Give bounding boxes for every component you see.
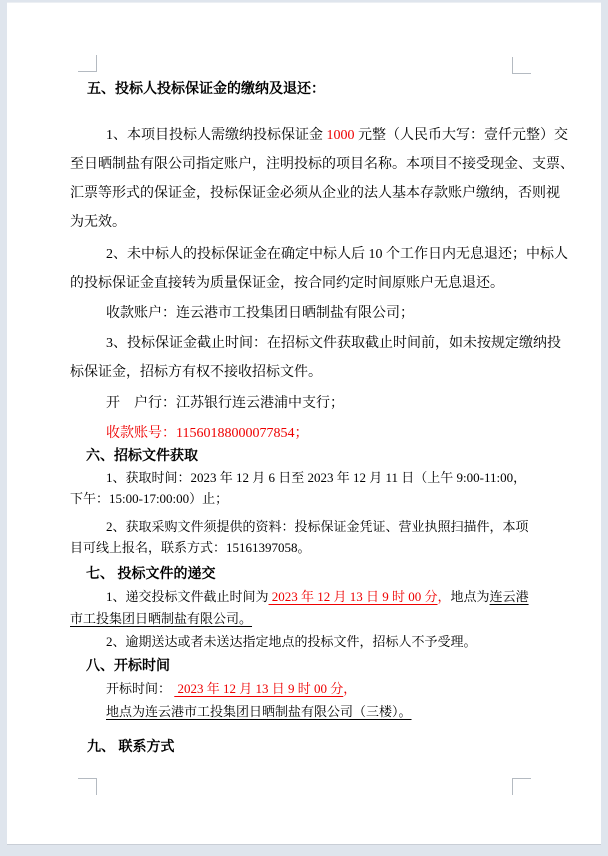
text-segment: 2、未中标人的投标保证金在确定中标人后 10 个工作日内无息退还；中标人 — [106, 247, 568, 262]
text-segment: 2023 年 12 月 13 日 9 时 00 分 — [174, 681, 344, 696]
text-segment: 为无效。 — [70, 215, 126, 230]
text-segment: 开 户行：江苏银行连云港浦中支行； — [106, 396, 344, 411]
s5-payee-account[interactable] — [106, 305, 414, 322]
text-segment: 五、投标人投标保证金的缴纳及退还： — [87, 82, 325, 97]
text-segment: 目可线上报名，联系方式：15161397058。 — [70, 540, 311, 555]
text-segment: 地点为 — [450, 589, 490, 604]
text-segment: 元整（人民币大写：壹仟元整）交 — [354, 128, 568, 143]
section9-heading[interactable] — [87, 739, 175, 756]
text-segment: 八、开标时间 — [86, 659, 170, 674]
s6-para1-line1[interactable] — [106, 470, 526, 486]
section7-heading[interactable] — [86, 566, 216, 583]
s5-bank[interactable] — [106, 395, 344, 412]
text-segment: 2、获取采购文件须提供的资料：投标保证金凭证、营业执照扫描件，本项 — [106, 519, 529, 534]
s6-para1-line2[interactable] — [70, 491, 228, 507]
s5-para2-line1[interactable] — [106, 246, 568, 263]
text-segment: 开标时间： — [106, 681, 175, 696]
section6-heading[interactable] — [86, 448, 198, 465]
text-segment: 九、 联系方式 — [87, 740, 175, 755]
s7-para1-line2[interactable] — [70, 611, 252, 627]
text-segment: 七、 投标文件的递交 — [86, 567, 216, 582]
text-segment: 1、本项目投标人需缴纳投标保证金 — [106, 128, 327, 143]
text-segment: 下午：15:00-17:00:00）止； — [70, 491, 229, 506]
s5-para1-line2[interactable] — [70, 156, 574, 173]
s6-para2-line1[interactable] — [106, 519, 529, 535]
text-segment: 1、获取时间：2023 年 12 月 6 日至 2023 年 12 月 11 日（上午 9:00-11:00， — [106, 470, 527, 485]
text-segment: 汇票等形式的保证金，投标保证金必须从企业的法人基本存款账户缴纳，否则视 — [70, 186, 560, 201]
s7-para2[interactable] — [106, 634, 477, 650]
section8-heading[interactable] — [86, 658, 170, 675]
s5-para1-line4[interactable] — [70, 214, 126, 231]
s5-para1-line3[interactable] — [70, 185, 560, 202]
s7-para1-line1[interactable] — [106, 589, 529, 605]
text-segment: 至日晒制盐有限公司指定账户，注明投标的项目名称。本项目不接受现金、支票、 — [70, 157, 574, 172]
text-segment: 1000 — [326, 128, 355, 143]
s8-open-place[interactable] — [106, 704, 412, 720]
text-segment: 2、逾期送达或者未送达指定地点的投标文件，招标人不予受理。 — [106, 634, 477, 649]
text-segment: 收款账号：11560188000077854； — [106, 426, 309, 441]
s5-para3-line2[interactable] — [70, 364, 322, 381]
text-segment: 收款账户：连云港市工投集团日晒制盐有限公司； — [106, 306, 414, 321]
text-segment: 1、递交投标文件截止时间为 — [106, 589, 269, 604]
s8-open-time[interactable] — [106, 681, 356, 697]
text-segment: 市工投集团日晒制盐有限公司。 — [70, 611, 253, 626]
text-segment: 2023 年 12 月 13 日 9 时 00 分 — [268, 589, 438, 604]
s5-account-number[interactable] — [106, 425, 308, 442]
s5-para1-line1[interactable] — [106, 127, 568, 144]
text-segment: 地点为连云港市工投集团日晒制盐有限公司（三楼）。 — [106, 704, 412, 719]
section5-heading[interactable] — [87, 81, 325, 98]
text-segment: 3、投标保证金截止时间：在招标文件获取截止时间前，如未按规定缴纳投 — [106, 336, 561, 351]
text-segment: 标保证金，招标方有权不接收招标文件。 — [70, 365, 322, 380]
text-segment: ， — [343, 681, 357, 696]
text-segment: 六、招标文件获取 — [86, 449, 198, 464]
s6-para2-line2[interactable] — [70, 540, 311, 556]
s5-para2-line2[interactable] — [70, 275, 504, 292]
text-segment: ， — [437, 589, 451, 604]
text-segment: 的投标保证金直接转为质量保证金，按合同约定时间原账户无息退还。 — [70, 276, 504, 291]
text-segment: 连云港 — [489, 589, 529, 604]
s5-para3-line1[interactable] — [106, 335, 561, 352]
